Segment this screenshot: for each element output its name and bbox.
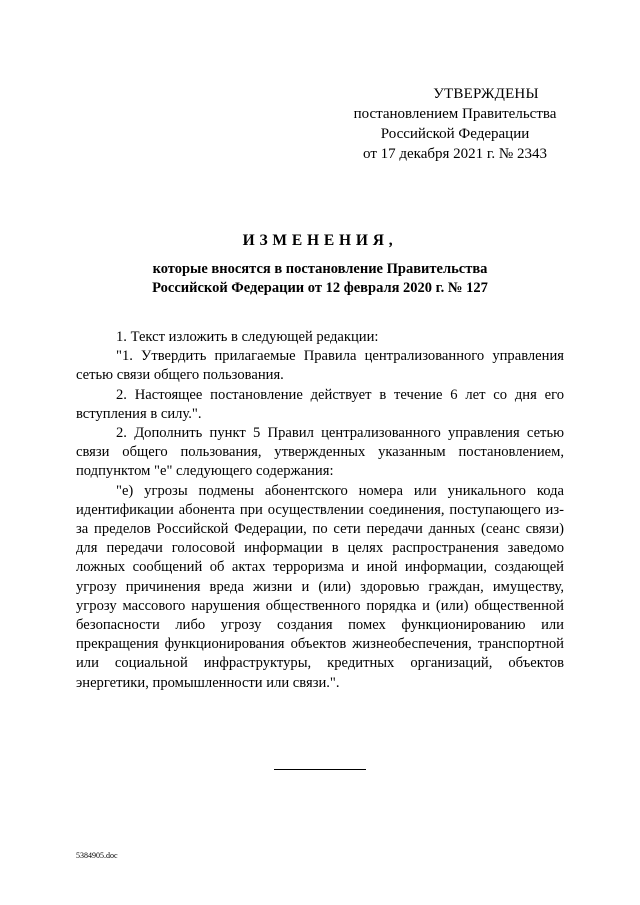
- paragraph-4: 2. Дополнить пункт 5 Правил централизованного управления сетью связи общего пользования, утвержденных указанным постановлением, подпунктом "е" следующего содержания:: [76, 425, 564, 480]
- document-subtitle: [0, 260, 640, 298]
- approval-stamp: [340, 84, 570, 164]
- document-title: ИЗМЕНЕНИЯ,: [242, 232, 398, 249]
- paragraph-3: 2. Настоящее постановление действует в течение 6 лет со дня его вступления в силу.".: [76, 386, 564, 422]
- subtitle-line-1: которые вносятся в постановление Правительства: [152, 261, 488, 277]
- approval-line-2: Российской Федерации: [380, 126, 530, 142]
- file-reference: 5384905.doc: [76, 851, 118, 860]
- closing-rule: [274, 769, 366, 770]
- approval-heading: УТВЕРЖДЕНЫ: [433, 86, 539, 102]
- subtitle-line-2: Российской Федерации от 12 февраля 2020 г. № 127: [152, 280, 488, 296]
- document-body: [76, 328, 564, 693]
- paragraph-2: "1. Утвердить прилагаемые Правила централизованного управления сетью связи общего пользования.: [76, 348, 564, 384]
- approval-line-1: постановлением Правительства: [353, 106, 557, 122]
- approval-line-3: от 17 декабря 2021 г. № 2343: [363, 146, 547, 162]
- paragraph-5: "е) угрозы подмены абонентского номера или уникального кода идентификации абонента при осуществлении соединения, поступающего из-за пределов Российской Федерации, по сети передачи данных (сеанс связи) для передачи голосовой информации в целях распространения заведомо ложных сообщений об актах терроризма и иной информации, создающей угрозу причинения вреда жизни и (или) здоровью граждан, имуществу, угрозу массового нарушения общественного порядка и (или) общественной безопасности либо угрозу создания помех функционированию или прекращения функционирования объектов жизнеобеспечения, транспортной или социальной инфраструктуры, кредитных организаций, объектов энергетики, промышленности или связи.".: [76, 482, 564, 691]
- paragraph-1: 1. Текст изложить в следующей редакции:: [116, 329, 379, 345]
